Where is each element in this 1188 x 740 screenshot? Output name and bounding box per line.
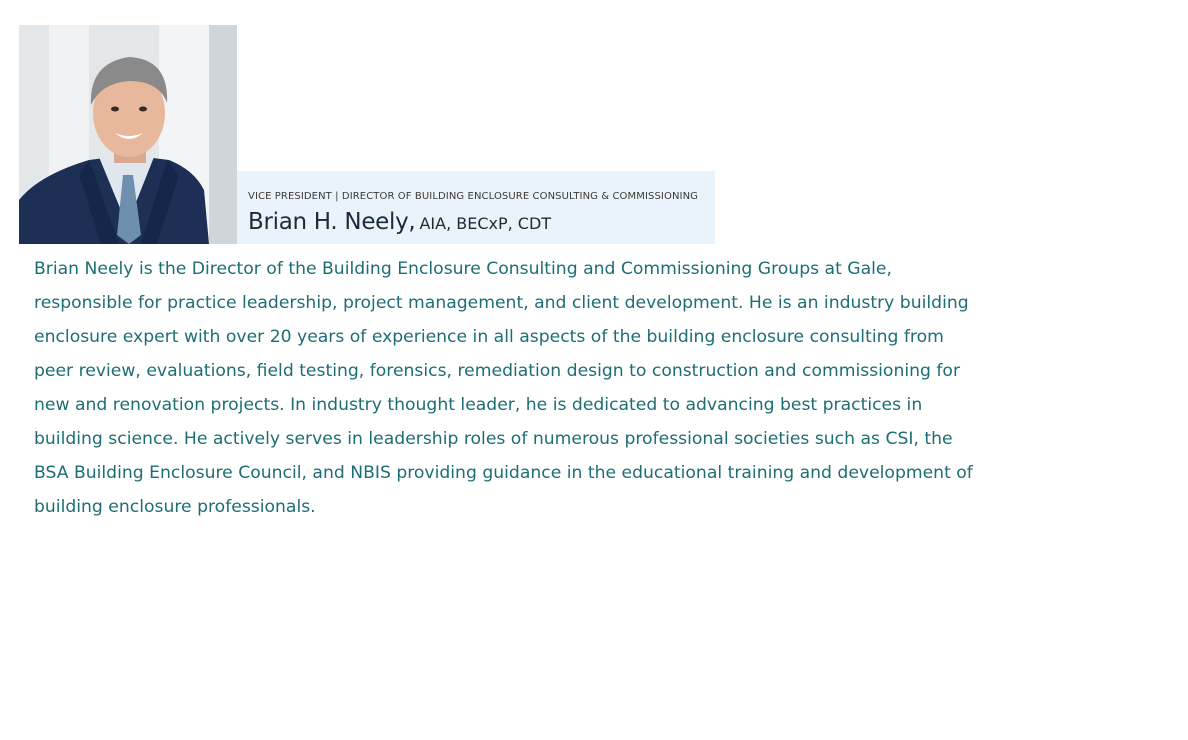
bio-paragraph: Brian Neely is the Director of the Building Enclosure Consulting and Commissioning Groups at Gale, responsible for practice leadership, project management, and client development. He is an industry building enclosure expert with over 20 years of experience in all aspects of the building enclosure consulting from peer review, evaluations, field testing, forensics, remediation design to construction and commissioning for new and renovation projects. In industry thought leader, he is dedicated to advancing best practices in building science. He actively serves in leadership roles of numerous professional societies such as CSI, the BSA Building Enclosure Council, and NBIS providing guidance in the educational training and development of building enclosure professionals. — [34, 259, 973, 517]
title-band — [237, 171, 715, 244]
portrait-illustration — [19, 25, 237, 244]
person-name: Brian H. Neely, — [248, 209, 416, 235]
profile-header — [19, 25, 715, 244]
portrait-photo — [19, 25, 237, 244]
name-line — [248, 209, 551, 235]
credentials: AIA, BECxP, CDT — [419, 214, 552, 233]
job-title: VICE PRESIDENT | DIRECTOR OF BUILDING ENCLOSURE CONSULTING & COMMISSIONING — [248, 191, 699, 202]
